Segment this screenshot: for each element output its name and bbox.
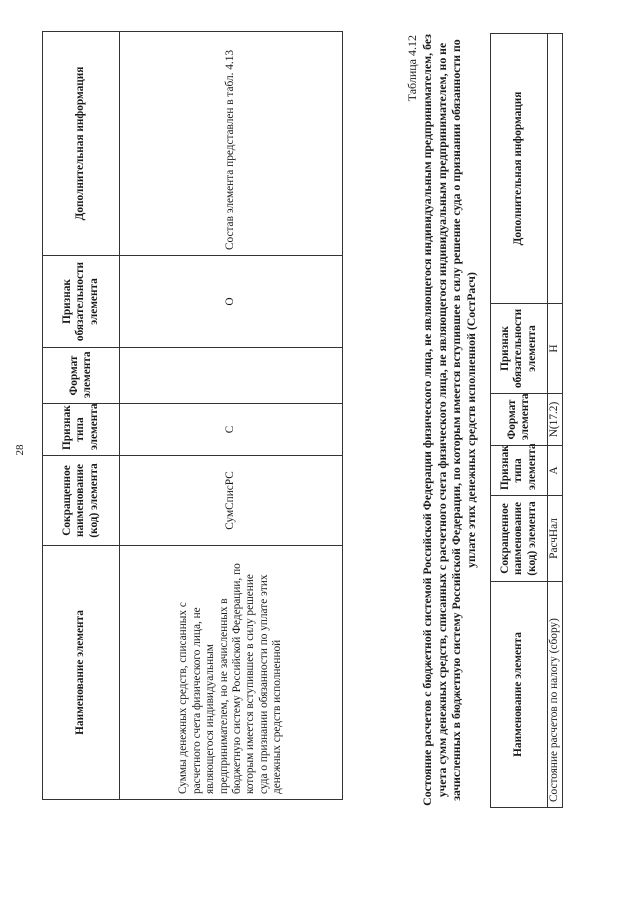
table-caption: Состояние расчетов с бюджетной системой Российской Федерации физического лица, не являющегося индивидуальным предпринимателем, без учета сумм денежных средств, списанных с расчетного счета физического лица, не являющегося индивидуальным предпринимателем, но не зачисленных в бюджетную систему Российской Федерации, по которым имеется вступившее в силу решение суда о признании обязанности по уплате этих денежных средств исполненной (СостРасч)	[420, 34, 478, 806]
header-element-code: Сокращенное наименование (код) элемента	[43, 456, 120, 546]
table-header-row	[43, 32, 120, 800]
header-element-name: Наименование элемента	[491, 582, 548, 808]
elements-table	[490, 33, 563, 808]
cell-element-type: С	[120, 404, 343, 456]
cell-additional-info: Состав элемента представлен в табл. 4.13	[120, 32, 343, 256]
page-number: 28	[14, 444, 26, 456]
header-element-name: Наименование элемента	[43, 546, 120, 800]
elements-table-continued	[42, 31, 343, 800]
cell-element-format	[120, 348, 343, 404]
cell-element-required: О	[120, 256, 343, 348]
header-element-format: Формат элемента	[43, 348, 120, 404]
header-element-required: Признак обязательности элемента	[491, 304, 548, 394]
cell-element-code: СумСписРС	[120, 456, 343, 546]
header-element-format: Формат элемента	[491, 394, 548, 446]
table-header-row	[491, 34, 548, 808]
cell-element-code: РасчНал	[548, 496, 563, 582]
cell-element-type: А	[548, 446, 563, 496]
header-additional-info: Дополнительная информация	[43, 32, 120, 256]
header-element-type: Признак типа элемента	[43, 404, 120, 456]
header-element-code: Сокращенное наименование (код) элемента	[491, 496, 548, 582]
cell-additional-info	[548, 34, 563, 304]
table-number: Таблица 4.12	[405, 35, 419, 102]
cell-element-name: Состояние расчетов по налогу (сбору)	[548, 582, 563, 808]
header-element-required: Признак обязательности элемента	[43, 256, 120, 348]
table-row	[120, 32, 343, 800]
cell-element-format: N(17.2)	[548, 394, 563, 446]
cell-element-required: Н	[548, 304, 563, 394]
table-row	[548, 34, 563, 808]
cell-element-name: Суммы денежных средств, списанных с расчетного счета физического лица, не являющегося индивидуальным предпринимателем, но не зачисленных в бюджетную систему Российской Федерации, по которым имеется вступившее в силу решение суда о признании обязанности по уплате этих денежных средств исполненной	[120, 546, 343, 800]
header-additional-info: Дополнительная информация	[491, 34, 548, 304]
header-element-type: Признак типа элемента	[491, 446, 548, 496]
